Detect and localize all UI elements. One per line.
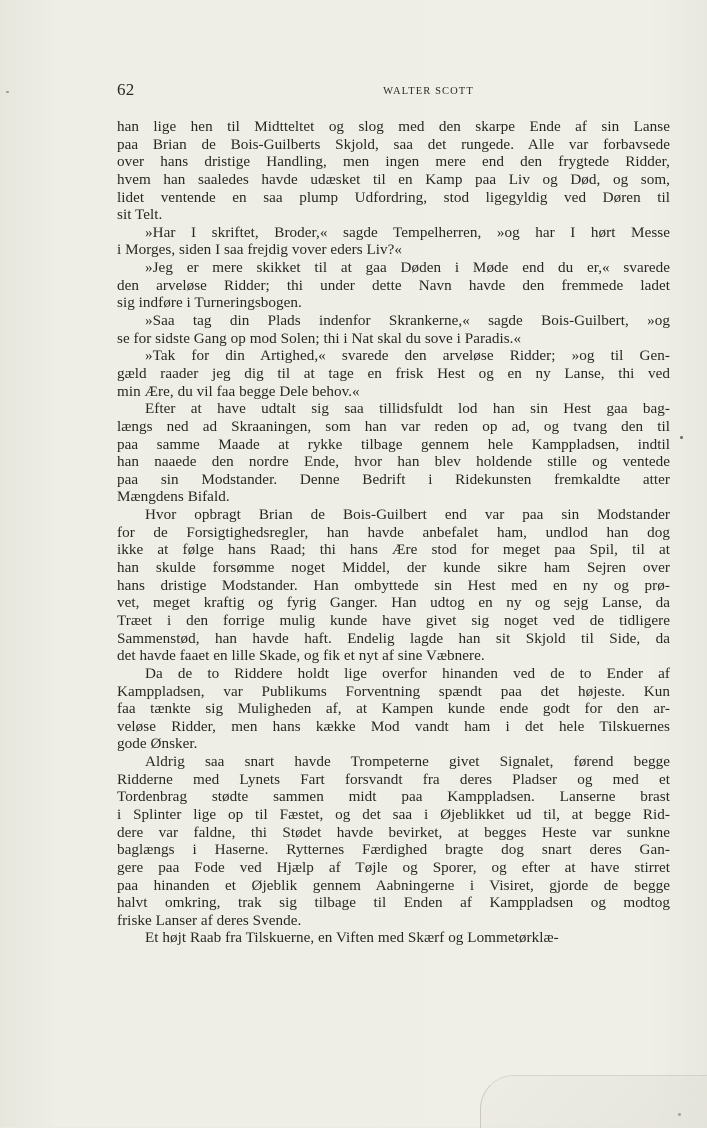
- text-line: paa sin Modstander. Denne Bedrift i Ridekunsten fremkaldte atter: [117, 470, 670, 488]
- text-line: »Har I skriftet, Broder,« sagde Tempelherren, »og har I hørt Messe: [145, 223, 670, 241]
- text-line: se for sidste Gang op mod Solen; thi i Nat skal du sove i Paradis.«: [117, 329, 522, 347]
- text-line: sit Telt.: [117, 206, 163, 224]
- text-line: dere var faldne, thi Stødet havde bevirket, at begges Heste var sunkne: [117, 823, 670, 841]
- text-line: paa samme Maade at rykke tilbage gennem hele Kamppladsen, indtil: [117, 435, 670, 453]
- text-line: over hans dristige Handling, men ingen mere end den frygtede Ridder,: [117, 153, 670, 171]
- page-number: 62: [117, 80, 135, 99]
- text-line: Kamppladsen, var Publikums Forventning spændt paa det højeste. Kun: [117, 682, 670, 700]
- running-head: WALTER SCOTT: [383, 86, 474, 97]
- text-line: gode Ønsker.: [117, 735, 198, 753]
- text-line: »Saa tag din Plads indenfor Skrankerne,« sagde Bois-Guilbert, »og: [145, 312, 670, 330]
- text-line: faa tænkte sig Muligheden af, at Kampen kunde ende godt for den ar-: [117, 700, 670, 718]
- text-line: han naaede den nordre Ende, hvor han blev holdende stille og ventede: [117, 453, 670, 471]
- text-line: Efter at have udtalt sig saa tillidsfuldt lod han sin Hest gaa bag-: [145, 400, 670, 418]
- text-line: »Jeg er mere skikket til at gaa Døden i Møde end du er,« svarede: [145, 259, 670, 277]
- text-line: Ridderne med Lynets Fart forsvandt fra deres Pladser og med et: [117, 770, 670, 788]
- text-line: hvem han saaledes havde udæsket til en Kamp paa Liv og Død, og som,: [117, 170, 670, 188]
- text-line: Træet i den forrige mulig kunde have givet sig noget ved de tidligere: [117, 611, 670, 629]
- text-line: baglængs i Haserne. Rytternes Færdighed bragte dog snart deres Gan-: [117, 841, 670, 859]
- text-line: Mængdens Bifald.: [117, 488, 230, 506]
- text-line: han skulde forsømme noget Middel, der kunde sikre ham Sejren over: [117, 559, 670, 577]
- text-line: i Morges, siden I saa frejdig vover eders Liv?«: [117, 241, 403, 259]
- text-line: sig indføre i Turneringsbogen.: [117, 294, 302, 312]
- text-line: Et højt Raab fra Tilskuerne, en Viften med Skærf og Lommetørklæ-: [145, 929, 559, 947]
- text-line: »Tak for din Artighed,« svarede den arveløse Ridder; »og til Gen-: [145, 347, 670, 365]
- text-line: gere paa Fode ved Hjælp af Tøjle og Sporer, og efter at have stirret: [117, 858, 670, 876]
- text-line: paa hinanden et Øjeblik gennem Aabningerne i Visiret, gjorde de begge: [117, 876, 670, 894]
- text-line: i Splinter lige op til Fæstet, og det saa i Øjeblikket ud til, at begge Rid-: [117, 805, 670, 823]
- text-line: Sammenstød, han havde haft. Endelig lagde han sit Skjold til Side, da: [117, 629, 670, 647]
- text-line: halvt omkring, trak sig tilbage til Enden af Kamppladsen og modtog: [117, 894, 670, 912]
- text-line: det havde faaet en lille Skade, og fik et nyt af sine Væbnere.: [117, 647, 485, 665]
- text-line: for de Forsigtighedsregler, han havde anbefalet ham, undlod han dog: [117, 523, 670, 541]
- text-line: den arveløse Ridder; thi under dette Navn havde den fremmede ladet: [117, 276, 670, 294]
- text-line: ikke at følge hans Raad; thi hans Ære stod for meget paa Spil, til at: [117, 541, 670, 559]
- text-line: hans dristige Modstander. Han ombyttede sin Hest med en ny og prø-: [117, 576, 670, 594]
- page-curl: [480, 1075, 707, 1128]
- text-line: længs ned ad Skraaningen, som han var reden op ad, og tvang den til: [117, 417, 670, 435]
- text-line: min Ære, du vil faa begge Dele behov.«: [117, 382, 360, 400]
- text-line: veløse Ridder, men hans kække Mod vandt ham i det hele Tilskuernes: [117, 717, 670, 735]
- text-line: gæld raader jeg dig til at tage en frisk Hest og en ny Lanse, thi ved: [117, 364, 670, 382]
- page-header: [117, 80, 670, 102]
- margin-mark: [680, 436, 683, 439]
- text-line: Da de to Riddere holdt lige overfor hinanden ved de to Ender af: [145, 664, 670, 682]
- text-line: Aldrig saa snart havde Trompeterne givet Signalet, førend begge: [145, 753, 670, 771]
- text-line: paa Brian de Bois-Guilberts Skjold, saa det rungede. Alle var forbavsede: [117, 135, 670, 153]
- body-text: [117, 118, 670, 947]
- text-line: vet, meget kraftig og fyrig Ganger. Han udtog en ny og sejg Lanse, da: [117, 594, 670, 612]
- text-line: Tordenbrag stødte sammen midt paa Kamppladsen. Lanserne brast: [117, 788, 670, 806]
- text-line: friske Lanser af deres Svende.: [117, 911, 302, 929]
- text-line: han lige hen til Midtteltet og slog med den skarpe Ende af sin Lanse: [117, 118, 670, 135]
- page-speck: [678, 1113, 681, 1116]
- page-speck: [6, 91, 9, 93]
- text-line: Hvor opbragt Brian de Bois-Guilbert end var paa sin Modstander: [145, 506, 670, 524]
- text-line: lidet ventende en saa plump Udfordring, stod ligegyldig ved Døren til: [117, 188, 670, 206]
